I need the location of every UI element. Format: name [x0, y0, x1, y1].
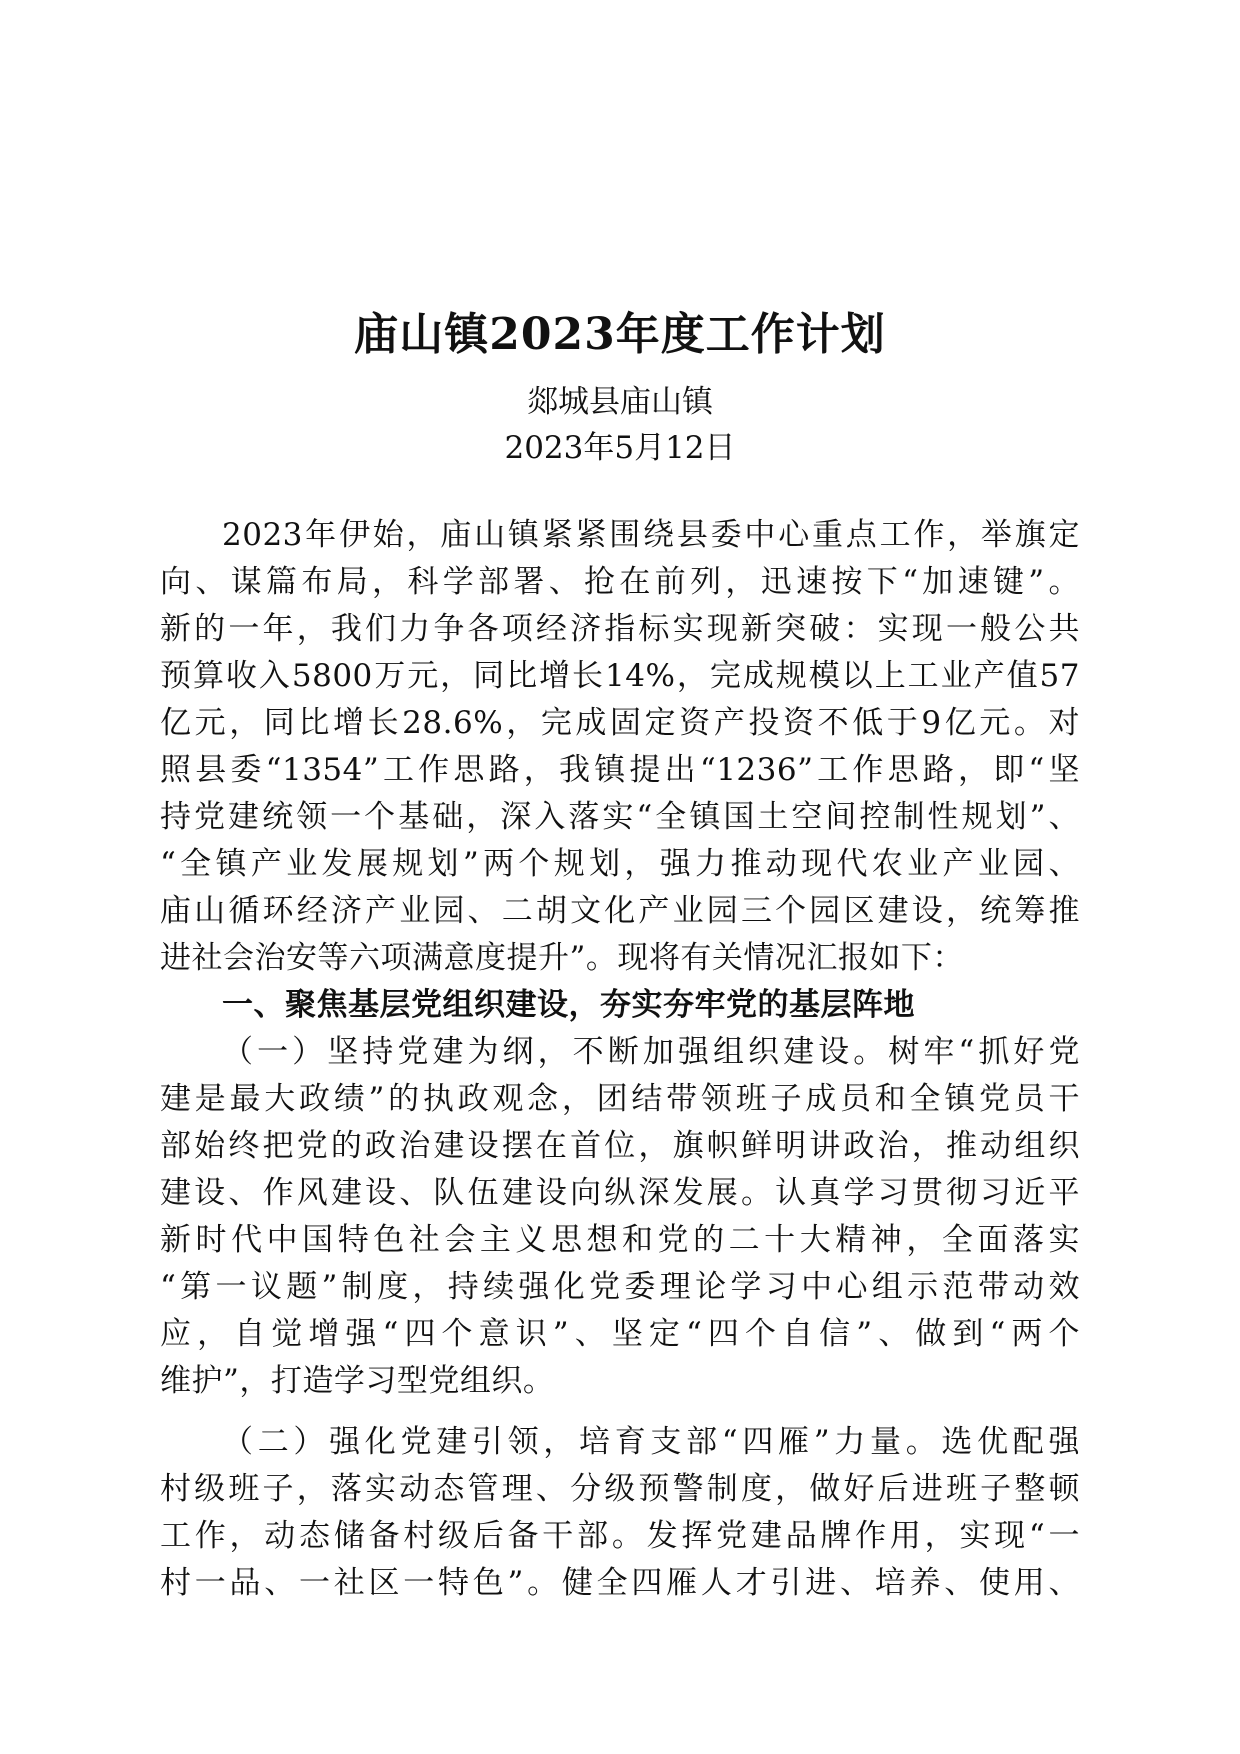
paragraph-line: “全镇产业发展规划”两个规划，强力推动现代农业产业园、	[160, 846, 1080, 882]
document-date: 2023年5月12日	[504, 430, 736, 466]
paragraph-line: “第一议题”制度，持续强化党委理论学习中心组示范带动效	[160, 1269, 1080, 1305]
paragraph-line: 照县委“1354”工作思路，我镇提出“1236”工作思路，即“坚	[160, 752, 1080, 788]
paragraph-line: 工作，动态储备村级后备干部。发挥党建品牌作用，实现“一	[160, 1518, 1080, 1554]
paragraph-line: 新时代中国特色社会主义思想和党的二十大精神，全面落实	[160, 1222, 1080, 1258]
document-title: 庙山镇2023年度工作计划	[354, 309, 886, 360]
paragraph-line: 庙山循环经济产业园、二胡文化产业园三个园区建设，统筹推	[160, 893, 1080, 929]
paragraph-line: 村级班子，落实动态管理、分级预警制度，做好后进班子整顿	[160, 1471, 1080, 1507]
paragraph-line: 2023年伊始，庙山镇紧紧围绕县委中心重点工作，举旗定	[222, 517, 1080, 553]
paragraph-line: 村一品、一社区一特色”。健全四雁人才引进、培养、使用、	[160, 1565, 1080, 1601]
paragraph-line: 建设、作风建设、队伍建设向纵深发展。认真学习贯彻习近平	[160, 1175, 1080, 1211]
paragraph-line: 预算收入5800万元，同比增长14%，完成规模以上工业产值57	[160, 658, 1080, 694]
document-body	[160, 512, 1080, 1607]
paragraph-line: 维护”，打造学习型党组织。	[160, 1363, 555, 1399]
paragraph-line: 应，自觉增强“四个意识”、坚定“四个自信”、做到“两个	[160, 1316, 1080, 1352]
section-heading: 一、聚焦基层党组织建设，夯实夯牢党的基层阵地	[222, 987, 915, 1023]
paragraph-line: 亿元，同比增长28.6%，完成固定资产投资不低于9亿元。对	[160, 705, 1080, 741]
paragraph-line: 新的一年，我们力争各项经济指标实现新突破：实现一般公共	[160, 611, 1080, 647]
paragraph-line: （一）坚持党建为纲，不断加强组织建设。树牢“抓好党	[222, 1034, 1080, 1070]
paragraph-line: 持党建统领一个基础，深入落实“全镇国土空间控制性规划”、	[160, 799, 1080, 835]
paragraph-line: 建是最大政绩”的执政观念，团结带领班子成员和全镇党员干	[160, 1081, 1080, 1117]
paragraph-line: 向、谋篇布局，科学部署、抢在前列，迅速按下“加速键”。	[160, 564, 1080, 600]
document-author: 郯城县庙山镇	[527, 384, 713, 420]
paragraph-line: （二）强化党建引领，培育支部“四雁”力量。选优配强	[222, 1424, 1080, 1460]
paragraph-line: 进社会治安等六项满意度提升”。现将有关情况汇报如下：	[160, 940, 964, 976]
paragraph-line: 部始终把党的政治建设摆在首位，旗帜鲜明讲政治，推动组织	[160, 1128, 1080, 1164]
